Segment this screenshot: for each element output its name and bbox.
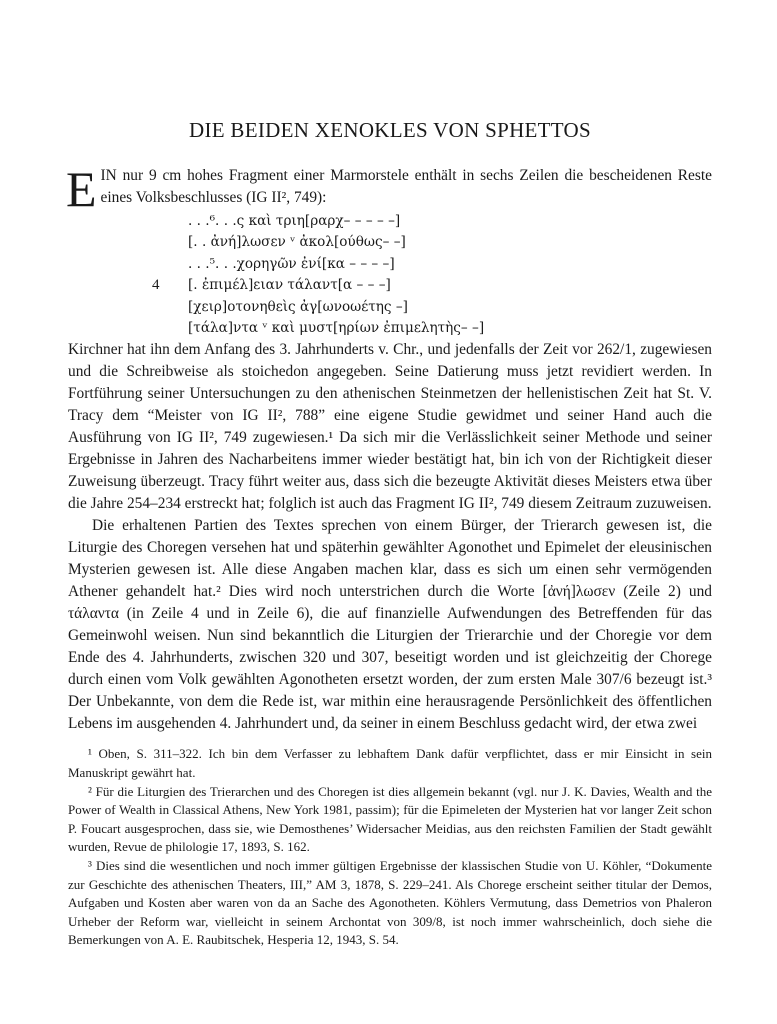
inscription-line xyxy=(68,211,712,232)
body-paragraph: Kirchner hat ihn dem Anfang des 3. Jahrhunderts v. Chr., und jedenfalls der Zeit vor 262/1, zugewiesen und die Schreibweise als stoichedon angegeben. Seine Datierung muss jetzt revidiert werden. In Fortführung seiner Untersuchungen zu den athenischen Steinmetzen der hellenistischen Zeit hat St. V. Tracy dem “Meister von IG II², 788” eine eigene Studie gewidmet und seiner Hand auch die Ausführung von IG II², 749 zugewiesen.¹ Da sich mir die Verlässlichkeit seiner Methode und seiner Ergebnisse in Jahren des Nacharbeitens immer wieder bestätigt hat, bin ich von der Richtigkeit dieser Zuweisung überzeugt. Tracy führt weiter aus, dass sich die bezeugte Aktivität dieses Meisters etwa über die Jahre 254–234 erstreckt hat; folglich ist auch das Fragment IG II², 749 diesem Zeitraum zuzuweisen. xyxy=(68,341,712,513)
page xyxy=(68,118,712,950)
footnotes xyxy=(68,745,712,950)
article-title: DIE BEIDEN XENOKLES VON SPHETTOS xyxy=(189,118,591,142)
article-body xyxy=(66,161,712,735)
intro-text: IN nur 9 cm hohes Fragment einer Marmorstele enthält in sechs Zeilen die bescheidenen Reste eines Volksbeschlusses (IG II², 749): xyxy=(100,167,712,206)
inscription-line xyxy=(68,297,712,318)
intro-paragraph xyxy=(66,161,712,217)
footnote: ² Für die Liturgien des Trierarchen und des Choregen ist dies allgemein bekannt (vgl. nur J. K. Davies, Wealth and the Power of Wealth in Classical Athens, New York 1981, passim); für die Epimeleten der Mysterien hat vor langer Zeit schon P. Foucart ausgesprochen, dass sie, wie Demosthenes’ Widersacher Meidias, aus den reichsten Familien der Stadt gewählt wurden, Revue de philologie 17, 1893, S. 162. xyxy=(68,783,712,855)
inscription-line-text: . . .⁵. . .χορηγῶν ἐνί[κα – – – –] xyxy=(188,255,395,272)
inscription-line xyxy=(68,254,712,275)
footnote: ¹ Oben, S. 311–322. Ich bin dem Verfasser zu lebhaftem Dank dafür verpflichtet, dass er mir Einsicht in sein Manuskript gewährt hat. xyxy=(68,746,712,781)
inscription-line-text: [τάλα]ντα ᵛ καὶ μυστ[ηρίων ἐπιμελητὴς– –] xyxy=(188,320,485,337)
drop-cap: E xyxy=(66,161,97,217)
inscription-line-text: . . .⁶. . .ς καὶ τριη[ραρχ– – – – –] xyxy=(188,213,401,229)
inscription-line-text: [. . ἀνή]λωσεν ᵛ ἀκολ[ούθως– –] xyxy=(188,234,406,251)
line-number: 4 xyxy=(152,277,160,294)
inscription-line-text: [. ἐπιμέλ]ειαν τάλαντ[α – – –] xyxy=(188,277,391,294)
inscription-text xyxy=(68,211,712,339)
body-paragraph: Die erhaltenen Partien des Textes sprechen von einem Bürger, der Trierarch gewesen ist, die Liturgie des Choregen versehen hat und späterhin gewählter Agonothet und Epimelet der eleusinischen Mysterien gewesen ist. Alle diese Angaben machen klar, dass es sich um einen sehr vermögenden Athener gehandelt hat.² Dies wird noch unterstrichen durch die Worte [ἀνή]λωσεν (Zeile 2) und τάλαντα (in Zeile 4 und in Zeile 6), die auf finanzielle Aufwendungen des Betreffenden für das Gemeinwohl weisen. Nun sind bekanntlich die Liturgien der Trierarchie und der Choregie vor dem Ende des 4. Jahrhunderts, zwischen 320 und 307, beseitigt worden und ist gleichzeitig der Chorege durch einen vom Volk gewählten Agonotheten ersetzt worden, der zum ersten Male 307/6 bezeugt ist.³ Der Unbekannte, von dem die Rede ist, war mithin eine herausragende Persönlichkeit des öffentlichen Lebens im ausgehenden 4. Jahrhundert und, da seiner in einem Beschluss gedacht wird, der etwa zwei xyxy=(68,517,712,733)
inscription-line-text: [χειρ]οτονηθεὶς ἀγ[ωνοωέτης –] xyxy=(188,298,408,315)
inscription-line xyxy=(68,232,712,253)
footnote: ³ Dies sind die wesentlichen und noch immer gültigen Ergebnisse der klassischen Studie von U. Köhler, “Dokumente zur Geschichte des athenischen Theaters, III,” AM 3, 1878, S. 229–241. Als Chorege erscheint seither titular der Demos, Aufgaben und Kosten aber waren von da an Sache des Agonotheten. Köhlers Vermutung, dass Demetrios von Phaleron Urheber der Reform war, vielleicht in seinem Archontat von 309/8, ist noch immer wahrscheinlich, doch siehe die Bemerkungen von A. E. Raubitschek, Hesperia 12, 1943, S. 54. xyxy=(68,858,712,948)
inscription-line xyxy=(68,318,712,339)
inscription-line xyxy=(68,275,712,296)
